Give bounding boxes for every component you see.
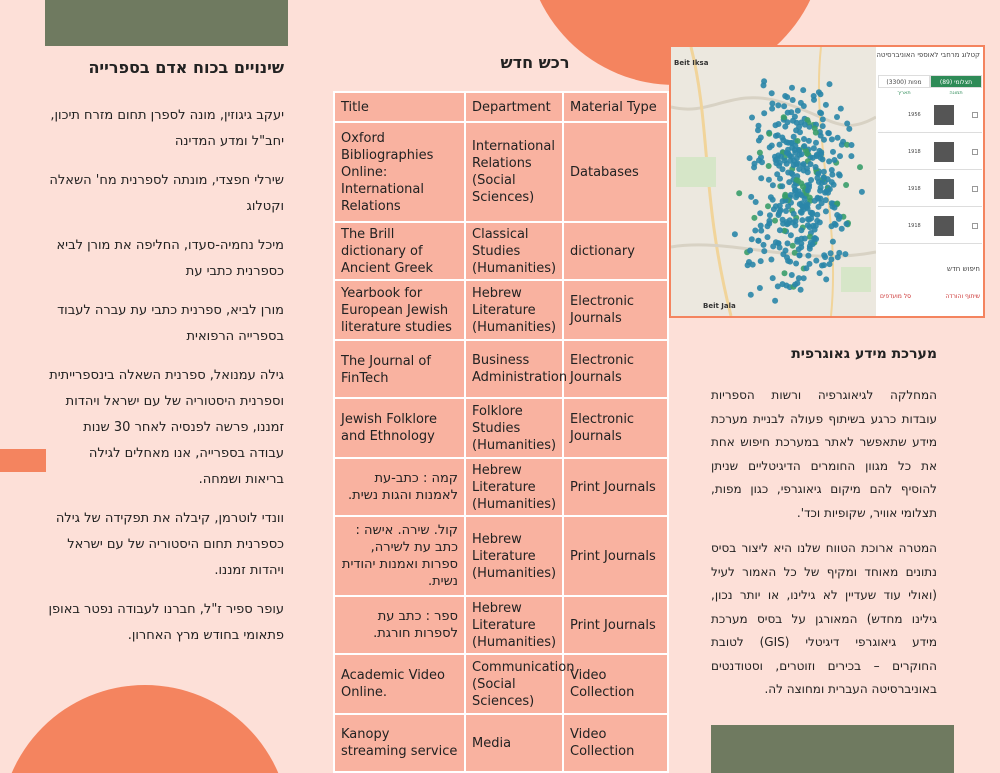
panel-columns xyxy=(878,90,982,96)
map-marker[interactable] xyxy=(828,250,834,256)
thumbnail xyxy=(934,105,954,125)
map-marker[interactable] xyxy=(827,186,833,192)
cell-title: קמה : כתב-עת לאמנות והגות נשית. xyxy=(334,458,465,516)
cell-type: Databases xyxy=(563,122,668,222)
map-marker[interactable] xyxy=(827,261,833,267)
map-marker[interactable] xyxy=(808,240,814,246)
map-marker[interactable] xyxy=(761,248,767,254)
map-marker[interactable] xyxy=(790,97,796,103)
checkbox[interactable] xyxy=(972,186,978,192)
staff-changes-title: שינויים בכוח אדם בספרייה xyxy=(88,58,284,77)
map-marker[interactable] xyxy=(815,171,821,177)
map-marker[interactable] xyxy=(842,251,848,257)
map-marker[interactable] xyxy=(846,126,852,132)
map-marker[interactable] xyxy=(778,154,784,160)
table-row xyxy=(334,516,668,596)
map-marker[interactable] xyxy=(818,110,824,116)
map-marker[interactable] xyxy=(770,275,776,281)
column-date: תאריך xyxy=(897,90,911,96)
map-marker[interactable] xyxy=(813,258,819,264)
share-download-link[interactable]: שיתוף והורדה xyxy=(945,293,980,300)
map-marker[interactable] xyxy=(797,201,803,207)
item-year: 1918 xyxy=(908,186,921,192)
map-marker[interactable] xyxy=(827,81,833,87)
tab-photos[interactable]: תצלומי (89) xyxy=(930,75,982,88)
map-marker[interactable] xyxy=(857,164,863,170)
map-marker[interactable] xyxy=(757,210,763,216)
column-image: תמונה xyxy=(949,90,963,96)
cell-title: The Journal of FinTech xyxy=(334,340,465,398)
map-marker[interactable] xyxy=(837,214,843,220)
decorative-circle-bottom xyxy=(0,685,290,773)
map-marker[interactable] xyxy=(751,215,757,221)
map-marker[interactable] xyxy=(787,217,793,223)
map-marker[interactable] xyxy=(749,236,755,242)
map-marker[interactable] xyxy=(813,140,819,146)
list-item[interactable] xyxy=(878,99,982,133)
map-marker[interactable] xyxy=(802,122,808,128)
map-marker[interactable] xyxy=(823,208,829,214)
map-marker[interactable] xyxy=(766,218,772,224)
map-marker[interactable] xyxy=(848,153,854,159)
acquisitions-title: רכש חדש xyxy=(500,53,570,72)
cell-type: Print Journals xyxy=(563,596,668,654)
map-marker[interactable] xyxy=(819,263,825,269)
map-marker[interactable] xyxy=(801,143,807,149)
map-marker[interactable] xyxy=(780,281,786,287)
map-marker[interactable] xyxy=(780,221,786,227)
map-marker[interactable] xyxy=(822,254,828,260)
map-marker[interactable] xyxy=(823,197,829,203)
cell-title: Oxford Bibliographies Online: International Relations xyxy=(334,122,465,222)
map-marker[interactable] xyxy=(758,228,764,234)
map-marker[interactable] xyxy=(859,189,865,195)
map-marker[interactable] xyxy=(785,110,791,116)
map-marker[interactable] xyxy=(805,202,811,208)
cell-title: Kanopy streaming service xyxy=(334,714,465,772)
map-marker[interactable] xyxy=(748,194,754,200)
map-marker[interactable] xyxy=(818,91,824,97)
map-marker[interactable] xyxy=(769,106,775,112)
cell-title: ספר : כתב עת לספרות חורגת. xyxy=(334,596,465,654)
map-marker[interactable] xyxy=(781,114,787,120)
map-marker[interactable] xyxy=(792,222,798,228)
map-marker[interactable] xyxy=(784,150,790,156)
new-search-link[interactable]: חיפוש חדש xyxy=(947,265,980,273)
map-marker[interactable] xyxy=(767,212,773,218)
map-marker[interactable] xyxy=(801,103,807,109)
header-department: Department xyxy=(465,92,563,122)
gis-title: מערכת מידע גאוגרפית xyxy=(791,346,937,362)
map-marker[interactable] xyxy=(823,102,829,108)
map-marker[interactable] xyxy=(795,108,801,114)
map-park xyxy=(676,157,716,187)
map-marker[interactable] xyxy=(799,217,805,223)
map-marker[interactable] xyxy=(789,85,795,91)
map-park xyxy=(841,267,871,292)
map-marker[interactable] xyxy=(799,210,805,216)
map-marker[interactable] xyxy=(792,114,798,120)
map-marker[interactable] xyxy=(820,123,826,129)
map-marker[interactable] xyxy=(816,179,822,185)
cell-title: Yearbook for European Jewish literature studies xyxy=(334,280,465,340)
map-marker[interactable] xyxy=(837,153,843,159)
map-marker[interactable] xyxy=(805,253,811,259)
map-marker[interactable] xyxy=(829,136,835,142)
map-marker[interactable] xyxy=(779,183,785,189)
staff-paragraph: שירלי חפצדי, מונתה לספרנית מח' השאלה וקטלוג xyxy=(49,173,284,214)
header-title: Title xyxy=(334,92,465,122)
map-marker[interactable] xyxy=(816,204,822,210)
map-marker[interactable] xyxy=(813,164,819,170)
map-canvas xyxy=(671,47,876,316)
cell-title: Jewish Folklore and Ethnology xyxy=(334,398,465,458)
table-row xyxy=(334,654,668,714)
map-marker[interactable] xyxy=(805,169,811,175)
map-marker[interactable] xyxy=(736,190,742,196)
cell-type: Electronic Journals xyxy=(563,398,668,458)
map-marker[interactable] xyxy=(780,137,786,143)
table-row xyxy=(334,122,668,222)
map-marker[interactable] xyxy=(804,151,810,157)
cell-department: Folklore Studies (Humanities) xyxy=(465,398,563,458)
cell-type: dictionary xyxy=(563,222,668,280)
table-row xyxy=(334,458,668,516)
map-marker[interactable] xyxy=(797,252,803,258)
map-results-panel xyxy=(876,47,984,316)
map-marker[interactable] xyxy=(774,171,780,177)
cell-title: Academic Video Online. xyxy=(334,654,465,714)
map-marker[interactable] xyxy=(806,138,812,144)
map-marker[interactable] xyxy=(770,197,776,203)
thumbnail xyxy=(934,216,954,236)
map-marker[interactable] xyxy=(775,240,781,246)
map-marker[interactable] xyxy=(793,261,799,267)
map-marker[interactable] xyxy=(777,203,783,209)
map-marker[interactable] xyxy=(832,205,838,211)
decorative-band-top xyxy=(45,0,288,46)
item-year: 1956 xyxy=(908,112,921,118)
map-marker[interactable] xyxy=(775,132,781,138)
map-marker[interactable] xyxy=(765,203,771,209)
map-marker[interactable] xyxy=(814,153,820,159)
map-marker[interactable] xyxy=(776,121,782,127)
map-marker[interactable] xyxy=(748,292,754,298)
map-marker[interactable] xyxy=(765,234,771,240)
map-marker[interactable] xyxy=(813,236,819,242)
decorative-band-bottom xyxy=(711,725,954,773)
map-marker[interactable] xyxy=(747,155,753,161)
map-marker[interactable] xyxy=(843,182,849,188)
cell-department: Communication (Social Sciences) xyxy=(465,654,563,714)
list-item[interactable] xyxy=(878,173,982,207)
map-marker[interactable] xyxy=(797,129,803,135)
cell-type: Print Journals xyxy=(563,458,668,516)
map-marker[interactable] xyxy=(809,210,815,216)
map-marker[interactable] xyxy=(732,231,738,237)
map-marker[interactable] xyxy=(780,251,786,257)
map-marker[interactable] xyxy=(761,82,767,88)
map-marker[interactable] xyxy=(798,227,804,233)
map-marker[interactable] xyxy=(761,110,767,116)
table-row xyxy=(334,714,668,772)
panel-tabs xyxy=(878,75,982,88)
thumbnail xyxy=(934,179,954,199)
map-marker[interactable] xyxy=(844,221,850,227)
cell-title: The Brill dictionary of Ancient Greek xyxy=(334,222,465,280)
map-area xyxy=(671,47,876,316)
acquisitions-table xyxy=(333,91,669,773)
table-row xyxy=(334,596,668,654)
staff-changes-section xyxy=(48,58,284,662)
map-label-beit-jala: Beit Jala xyxy=(703,302,736,310)
map-marker[interactable] xyxy=(772,218,778,224)
map-marker[interactable] xyxy=(789,272,795,278)
map-marker[interactable] xyxy=(791,211,797,217)
map-marker[interactable] xyxy=(817,219,823,225)
map-marker[interactable] xyxy=(821,169,827,175)
map-marker[interactable] xyxy=(768,257,774,263)
map-marker[interactable] xyxy=(761,242,767,248)
table-row xyxy=(334,280,668,340)
map-marker[interactable] xyxy=(772,298,778,304)
cell-department: Hebrew Literature (Humanities) xyxy=(465,458,563,516)
cell-department: International Relations (Social Sciences) xyxy=(465,122,563,222)
map-marker[interactable] xyxy=(771,206,777,212)
map-marker[interactable] xyxy=(790,243,796,249)
cell-department: Hebrew Literature (Humanities) xyxy=(465,596,563,654)
map-marker[interactable] xyxy=(769,90,775,96)
map-marker[interactable] xyxy=(813,130,819,136)
map-marker[interactable] xyxy=(832,221,838,227)
map-marker[interactable] xyxy=(757,285,763,291)
map-marker[interactable] xyxy=(781,103,787,109)
map-marker[interactable] xyxy=(829,167,835,173)
map-marker[interactable] xyxy=(749,115,755,121)
map-marker[interactable] xyxy=(802,196,808,202)
map-marker[interactable] xyxy=(794,239,800,245)
map-marker[interactable] xyxy=(755,238,761,244)
map-marker[interactable] xyxy=(812,198,818,204)
map-marker[interactable] xyxy=(782,193,788,199)
map-marker[interactable] xyxy=(830,239,836,245)
map-marker[interactable] xyxy=(792,189,798,195)
map-marker[interactable] xyxy=(796,166,802,172)
map-marker[interactable] xyxy=(802,236,808,242)
favorites-link[interactable]: סל מועדפים xyxy=(880,293,912,300)
map-marker[interactable] xyxy=(785,240,791,246)
map-marker[interactable] xyxy=(820,156,826,162)
map-marker[interactable] xyxy=(796,124,802,130)
map-marker[interactable] xyxy=(788,170,794,176)
table-row xyxy=(334,340,668,398)
map-marker[interactable] xyxy=(821,137,827,143)
map-marker[interactable] xyxy=(795,178,801,184)
map-marker[interactable] xyxy=(752,228,758,234)
map-marker[interactable] xyxy=(829,179,835,185)
gis-paragraph: המחלקה לגיאוגרפיה ורשות הספריות עובדות כרגע בשיתוף פעולה לבניית מערכת מידע שתאפשר לאתר במערכת חיפוש אחת את כל מגוון החומרים הדיגיטליים שניתן להוסיף להם מיקום גיאוגרפי, כגון מפות, תצלומי אוויר, שקופיות וכד'. xyxy=(711,388,937,520)
map-marker[interactable] xyxy=(757,150,763,156)
map-marker[interactable] xyxy=(769,143,775,149)
map-marker[interactable] xyxy=(807,261,813,267)
map-marker[interactable] xyxy=(826,158,832,164)
cell-department: Hebrew Literature (Humanities) xyxy=(465,280,563,340)
map-marker[interactable] xyxy=(821,174,827,180)
map-marker[interactable] xyxy=(849,142,855,148)
cell-department: Media xyxy=(465,714,563,772)
map-marker[interactable] xyxy=(835,135,841,141)
staff-paragraph: מיכל נחמיה-סעדו, החליפה את מורן לביא כספרנית כתבי עת xyxy=(56,238,284,279)
map-marker[interactable] xyxy=(825,130,831,136)
map-marker[interactable] xyxy=(834,114,840,120)
map-marker[interactable] xyxy=(798,244,804,250)
map-marker[interactable] xyxy=(817,270,823,276)
map-marker[interactable] xyxy=(832,157,838,163)
map-marker[interactable] xyxy=(753,199,759,205)
map-marker[interactable] xyxy=(811,97,817,103)
cell-department: Business Administration xyxy=(465,340,563,398)
staff-paragraph: גילה עמנואל, ספרנית השאלה בינספרייתית וספרנית היסטוריה של עם ישראל ויהדות זמננו, פרשה לפנסיה לאחר 30 שנות עבודה בספרייה, אנו מאחלים לגילה בריאות ושמחה. xyxy=(49,368,284,487)
map-marker[interactable] xyxy=(747,248,753,254)
decorative-stripe xyxy=(0,449,46,472)
table-row xyxy=(334,222,668,280)
map-marker[interactable] xyxy=(773,160,779,166)
map-marker[interactable] xyxy=(837,173,843,179)
staff-paragraph: עופר ספיר ז"ל, חברנו לעבודה נפטר באופן פתאומי בחודש מרץ האחרון. xyxy=(48,602,284,643)
checkbox[interactable] xyxy=(972,223,978,229)
list-item[interactable] xyxy=(878,210,982,244)
gis-map-screenshot xyxy=(669,45,985,318)
map-marker[interactable] xyxy=(839,226,845,232)
map-marker[interactable] xyxy=(808,215,814,221)
checkbox[interactable] xyxy=(972,112,978,118)
cell-type: Video Collection xyxy=(563,654,668,714)
gis-section xyxy=(711,346,937,714)
map-marker[interactable] xyxy=(782,270,788,276)
tab-maps[interactable]: מפות (3300) xyxy=(878,75,930,88)
map-marker[interactable] xyxy=(796,275,802,281)
gis-paragraph: המטרה ארוכת הטווח שלנו היא ליצור בסיס נתונים מאוחד ומקיף של כל האמור לעיל (ואולי עוד שעדיין לא גילינו, או יותר נכון, גילינו מחדש) המאורגן על בסיס מערכת מידע גיאוגרפי דיגיטלי (GIS) לטובת החוקרים – בכירים וזוטרים, וסטודנטים באוניברסיטה העברית ומחוצה לה. xyxy=(711,541,937,696)
map-marker[interactable] xyxy=(799,151,805,157)
cell-type: Print Journals xyxy=(563,516,668,596)
item-year: 1918 xyxy=(908,223,921,229)
map-marker[interactable] xyxy=(766,131,772,137)
map-marker[interactable] xyxy=(784,94,790,100)
map-marker[interactable] xyxy=(788,232,794,238)
map-marker[interactable] xyxy=(785,203,791,209)
map-marker[interactable] xyxy=(758,135,764,141)
cell-type: Video Collection xyxy=(563,714,668,772)
panel-footer xyxy=(880,293,980,300)
map-marker[interactable] xyxy=(777,227,783,233)
staff-paragraph: יעקב גיגוזין, מונה לספרן תחום מזרח תיכון, יחב"ל ומדע המדינה xyxy=(50,108,284,149)
cell-type: Electronic Journals xyxy=(563,340,668,398)
map-marker[interactable] xyxy=(830,149,836,155)
map-marker[interactable] xyxy=(823,276,829,282)
map-marker[interactable] xyxy=(758,258,764,264)
map-marker[interactable] xyxy=(770,182,776,188)
map-marker[interactable] xyxy=(806,184,812,190)
map-marker[interactable] xyxy=(769,101,775,107)
map-marker[interactable] xyxy=(787,259,793,265)
map-marker[interactable] xyxy=(811,145,817,151)
map-marker[interactable] xyxy=(775,102,781,108)
map-marker[interactable] xyxy=(792,282,798,288)
map-marker[interactable] xyxy=(844,121,850,127)
map-marker[interactable] xyxy=(808,177,814,183)
map-marker[interactable] xyxy=(816,148,822,154)
item-year: 1918 xyxy=(908,149,921,155)
checkbox[interactable] xyxy=(972,149,978,155)
list-item[interactable] xyxy=(878,136,982,170)
cell-title: קול. שירה. אישה : כתב עת לשירה, ספרות ואמנות יהודית נשית. xyxy=(334,516,465,596)
map-marker[interactable] xyxy=(786,179,792,185)
panel-title: קטלוג מרחבי לאוספי האוניברסיטה xyxy=(876,51,980,59)
cell-department: Classical Studies (Humanities) xyxy=(465,222,563,280)
map-marker[interactable] xyxy=(746,259,752,265)
map-marker[interactable] xyxy=(798,287,804,293)
map-marker[interactable] xyxy=(751,164,757,170)
map-marker[interactable] xyxy=(782,124,788,130)
map-marker[interactable] xyxy=(838,106,844,112)
map-marker[interactable] xyxy=(784,161,790,167)
map-marker[interactable] xyxy=(792,143,798,149)
map-marker[interactable] xyxy=(755,127,761,133)
map-marker[interactable] xyxy=(820,116,826,122)
map-marker[interactable] xyxy=(792,150,798,156)
map-marker[interactable] xyxy=(800,87,806,93)
map-marker[interactable] xyxy=(758,175,764,181)
map-marker[interactable] xyxy=(800,184,806,190)
table-header-row xyxy=(334,92,668,122)
staff-paragraph: מורן לביא, ספרנית כתבי עת עברה לעבוד בספרייה הרפואית xyxy=(57,303,284,344)
map-label-beit-iksa: Beit Iksa xyxy=(674,59,709,67)
thumbnail xyxy=(934,142,954,162)
map-marker[interactable] xyxy=(766,177,772,183)
map-marker[interactable] xyxy=(795,161,801,167)
map-marker[interactable] xyxy=(759,159,765,165)
staff-paragraph: וונדי לוטרמן, קיבלה את תפקידה של גילה כספרנית תחום היסטוריה של עם ישראל ויהדות זמננו. xyxy=(55,511,284,578)
cell-type: Electronic Journals xyxy=(563,280,668,340)
map-marker[interactable] xyxy=(776,212,782,218)
table-row xyxy=(334,398,668,458)
map-marker[interactable] xyxy=(766,163,772,169)
map-marker[interactable] xyxy=(807,246,813,252)
map-marker[interactable] xyxy=(835,254,841,260)
cell-department: Hebrew Literature (Humanities) xyxy=(465,516,563,596)
map-marker[interactable] xyxy=(807,224,813,230)
header-material-type: Material Type xyxy=(563,92,668,122)
